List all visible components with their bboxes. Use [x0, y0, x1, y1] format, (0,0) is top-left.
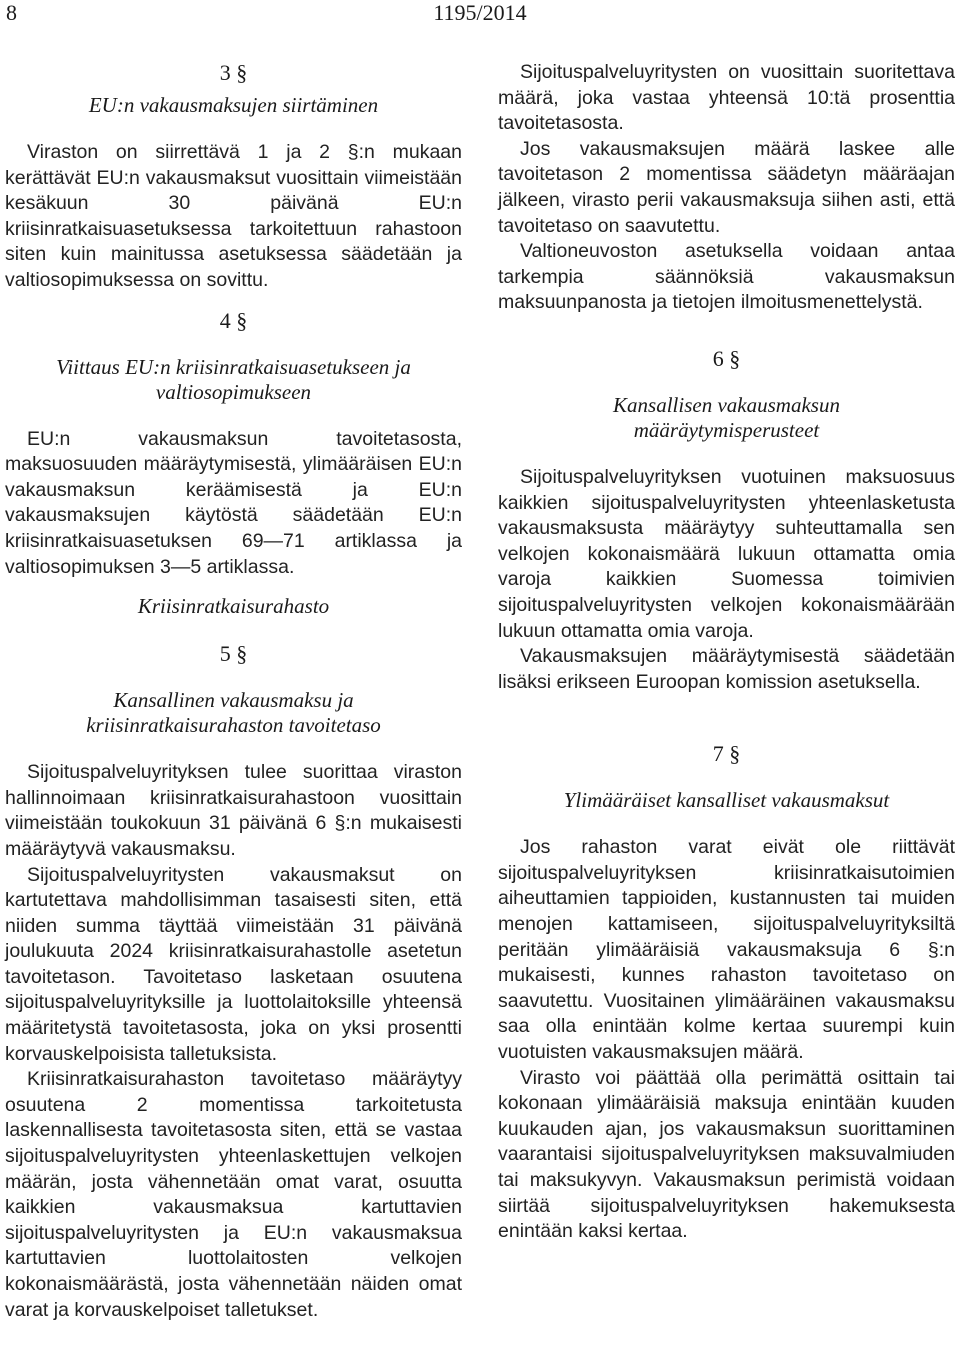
- section-title-line: Viittaus EU:n kriisinratkaisuasetukseen ja: [56, 354, 411, 379]
- section-number: 4 §: [219, 307, 248, 333]
- section-number: 7 §: [712, 741, 741, 767]
- paragraph: Kriisinratkaisurahaston tavoitetaso määräytyy osuutena 2 momentissa tarkoitetusta laskennallisesta tavoitetasosta siten, että se vastaa sijoituspalveluyritysten yhteenlaskettujen velkojen määrän, josta vähennetään omat varat, osuutta kaikkien vakausmaksua kartuttavien sijoituspalveluyritysten ja EU:n vakausmaksua kartuttavien luottolaitosten velkojen kokonaismäärästä, josta vähennetään näiden omat varat ja korvauskelpoiset talletukset.: [5, 1068, 462, 1321]
- section-title: Ylimääräiset kansalliset vakausmaksut: [563, 788, 890, 813]
- paragraph: Vakausmaksujen määräytymisestä säädetään lisäksi erikseen Euroopan komission asetuksella.: [498, 645, 955, 693]
- section-title-line: määräytymisperusteet: [633, 417, 820, 442]
- page-header: [0, 0, 960, 34]
- paragraph: Sijoituspalveluyrityksen tulee suorittaa viraston hallinnoimaan kriisinratkaisurahastoon vuosittain viimeistään toukokuun 31 päivänä 6 §:n mukaisesti määräytyvä vakausmaksu.: [5, 761, 462, 860]
- page-number: 8: [6, 0, 17, 25]
- left-column: [5, 60, 462, 1323]
- section-title-line: valtiosopimukseen: [155, 379, 312, 404]
- section-title-line: Kansallisen vakausmaksun: [613, 392, 840, 417]
- section-title: EU:n vakausmaksujen siirtäminen: [88, 93, 379, 117]
- paragraph: Sijoituspalveluyritysten on vuosittain suoritettava määrä, joka vastaa yhteensä 10:tä prosenttia tavoitetasosta.: [498, 61, 955, 135]
- section-number: 5 §: [219, 641, 248, 667]
- section-7: [498, 741, 955, 1245]
- paragraph: Viraston on siirrettävä 1 ja 2 §:n mukaan kerättävät EU:n vakausmaksut vuosittain viimeistään kesäkuun 30 päivänä EU:n kriisinratkaisuasetuksessa tarkoitettuun rahastoon siten kuin mainitussa asetuksessa säädetään ja valtiosopimuksessa on sovittu.: [5, 141, 462, 291]
- paragraph: EU:n vakausmaksun tavoitetasosta, maksuosuuden määräytymisestä, ylimääräisen EU:n vakausmaksun keräämisestä ja EU:n vakausmaksujen käytöstä säädetään EU:n kriisinratkaisuasetuksen 69—71 artiklassa ja valtiosopimuksen 3—5 artiklassa.: [5, 427, 462, 578]
- section-3: [5, 60, 462, 294]
- section-number: 3 §: [219, 60, 248, 85]
- section-title-line: kriisinratkaisurahaston tavoitetaso: [86, 713, 381, 738]
- paragraph: Jos vakausmaksujen määrä laskee alle tavoitetason 2 momentissa säädetyn määräajan jälkeen, virasto perii vakausmaksuja siihen asti, että tavoitetaso on saavutettu.: [498, 137, 955, 237]
- chapter-title: Kriisinratkaisurahasto: [137, 594, 330, 619]
- paragraph: Jos rahaston varat eivät ole riittävät sijoituspalveluyrityksen kriisinratkaisutoimien aiheuttamien tappioiden, kustannusten tai muiden menojen kattamiseen, sijoituspalveluyrityksiltä peritään ylimääräisiä vakausmaksuja 6 §:n mukaisesti, kunnes rahaston tavoitetaso on saavutettu. Vuositainen ylimääräinen vakausmaksu saa olla enintään kolme kertaa suurempi kuin vuotuisten vakausmaksujen määrä.: [498, 836, 955, 1064]
- right-column: [498, 60, 955, 1245]
- paragraph: Virasto voi päättää olla perimättä osittain tai kokonaan ylimääräisiä maksuja enintään kuuden kuukauden ajan, jos vakausmaksun suorittaminen vaarantaisi sijoituspalveluyrityksen maksuvalmiuden tai maksukyvyn. Vakausmaksun perimistä voidaan siirtää sijoituspalveluyrityksen hakemuksesta enintään kaksi kertaa.: [498, 1066, 955, 1243]
- section-5: [5, 641, 462, 1323]
- section-4: [5, 308, 462, 581]
- section-number: 6 §: [712, 345, 741, 371]
- section-title-line: Kansallinen vakausmaksu ja: [113, 688, 354, 713]
- paragraph: Sijoituspalveluyrityksen vuotuinen maksuosuus kaikkien sijoituspalveluyritysten yhteenlasketusta vakausmaksusta määräytyy suhteuttamalla sen velkojen kokonaismäärä lukuun ottamatta omia varoja kaikkien Suomessa toimivien sijoituspalveluyritysten velkojen kokonaismäärään lukuun ottamatta omia varoja.: [498, 465, 955, 642]
- paragraph: Sijoituspalveluyritysten vakausmaksut on kartutettava mahdollisimman tasaisesti siten, että niiden summa täyttää viimeistään 31 päivänä joulukuuta 2024 kriisinratkaisurahastolle asetetun tavoitetason. Tavoitetaso lasketaan osuutena sijoituspalveluyrityksille ja luottolaitoksille yhteensä määritetystä tavoitetasosta, joka on yksi prosentti korvauskelpoisista talletuksista.: [5, 863, 462, 1065]
- paragraph: Valtioneuvoston asetuksella voidaan antaa tarkempia säännöksiä vakausmaksun maksuunpanosta ja tietojen ilmoitusmenettelystä.: [498, 240, 955, 314]
- section-6: [498, 346, 955, 695]
- publication-number: 1195/2014: [433, 0, 527, 25]
- section-5-continued: [498, 60, 955, 316]
